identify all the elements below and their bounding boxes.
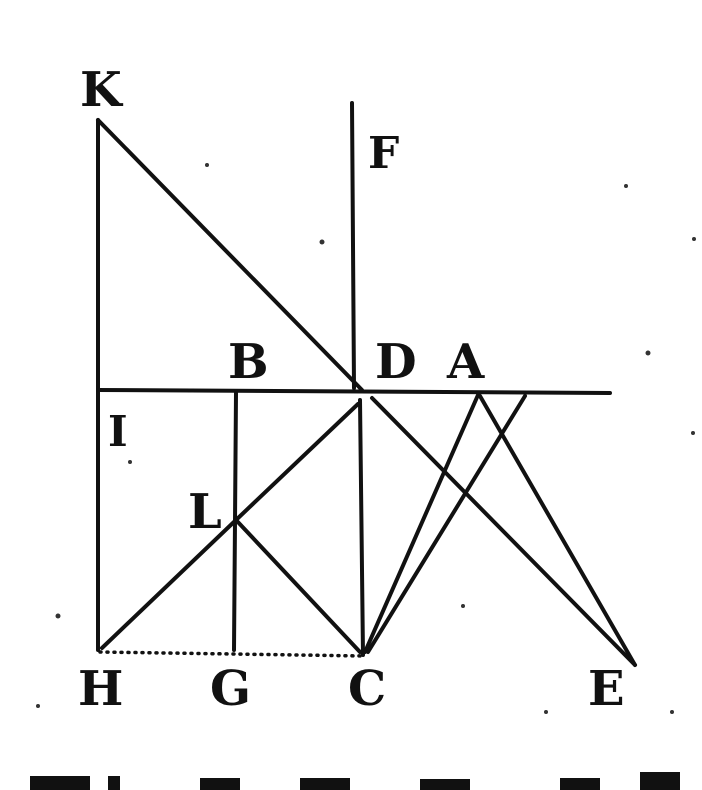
cropped-text-fragments xyxy=(30,772,680,790)
line-FD xyxy=(352,103,354,388)
line-HC-dotted xyxy=(100,652,365,656)
label-K: K xyxy=(80,62,122,118)
label-D: D xyxy=(375,334,417,390)
line-DC xyxy=(360,400,363,655)
label-H: H xyxy=(78,661,124,717)
label-C: C xyxy=(348,661,387,717)
speck xyxy=(692,237,696,241)
label-A: A xyxy=(447,334,485,390)
speck xyxy=(646,351,651,356)
speck xyxy=(544,710,548,714)
speck xyxy=(691,431,695,435)
line-LD xyxy=(236,404,358,520)
speck xyxy=(205,163,209,167)
speck xyxy=(36,704,40,708)
speck xyxy=(128,460,132,464)
line-horizontal-ID-A xyxy=(98,390,610,393)
speck xyxy=(461,604,465,608)
label-L: L xyxy=(188,484,222,540)
speck xyxy=(624,184,628,188)
label-B: B xyxy=(228,334,269,390)
label-G: G xyxy=(210,661,251,717)
line-CA xyxy=(365,395,478,652)
speck xyxy=(56,614,61,619)
line-LC xyxy=(236,520,360,652)
label-E: E xyxy=(588,661,625,717)
speck xyxy=(320,240,325,245)
label-I: I xyxy=(108,407,128,456)
speck xyxy=(670,710,674,714)
label-F: F xyxy=(368,128,400,179)
